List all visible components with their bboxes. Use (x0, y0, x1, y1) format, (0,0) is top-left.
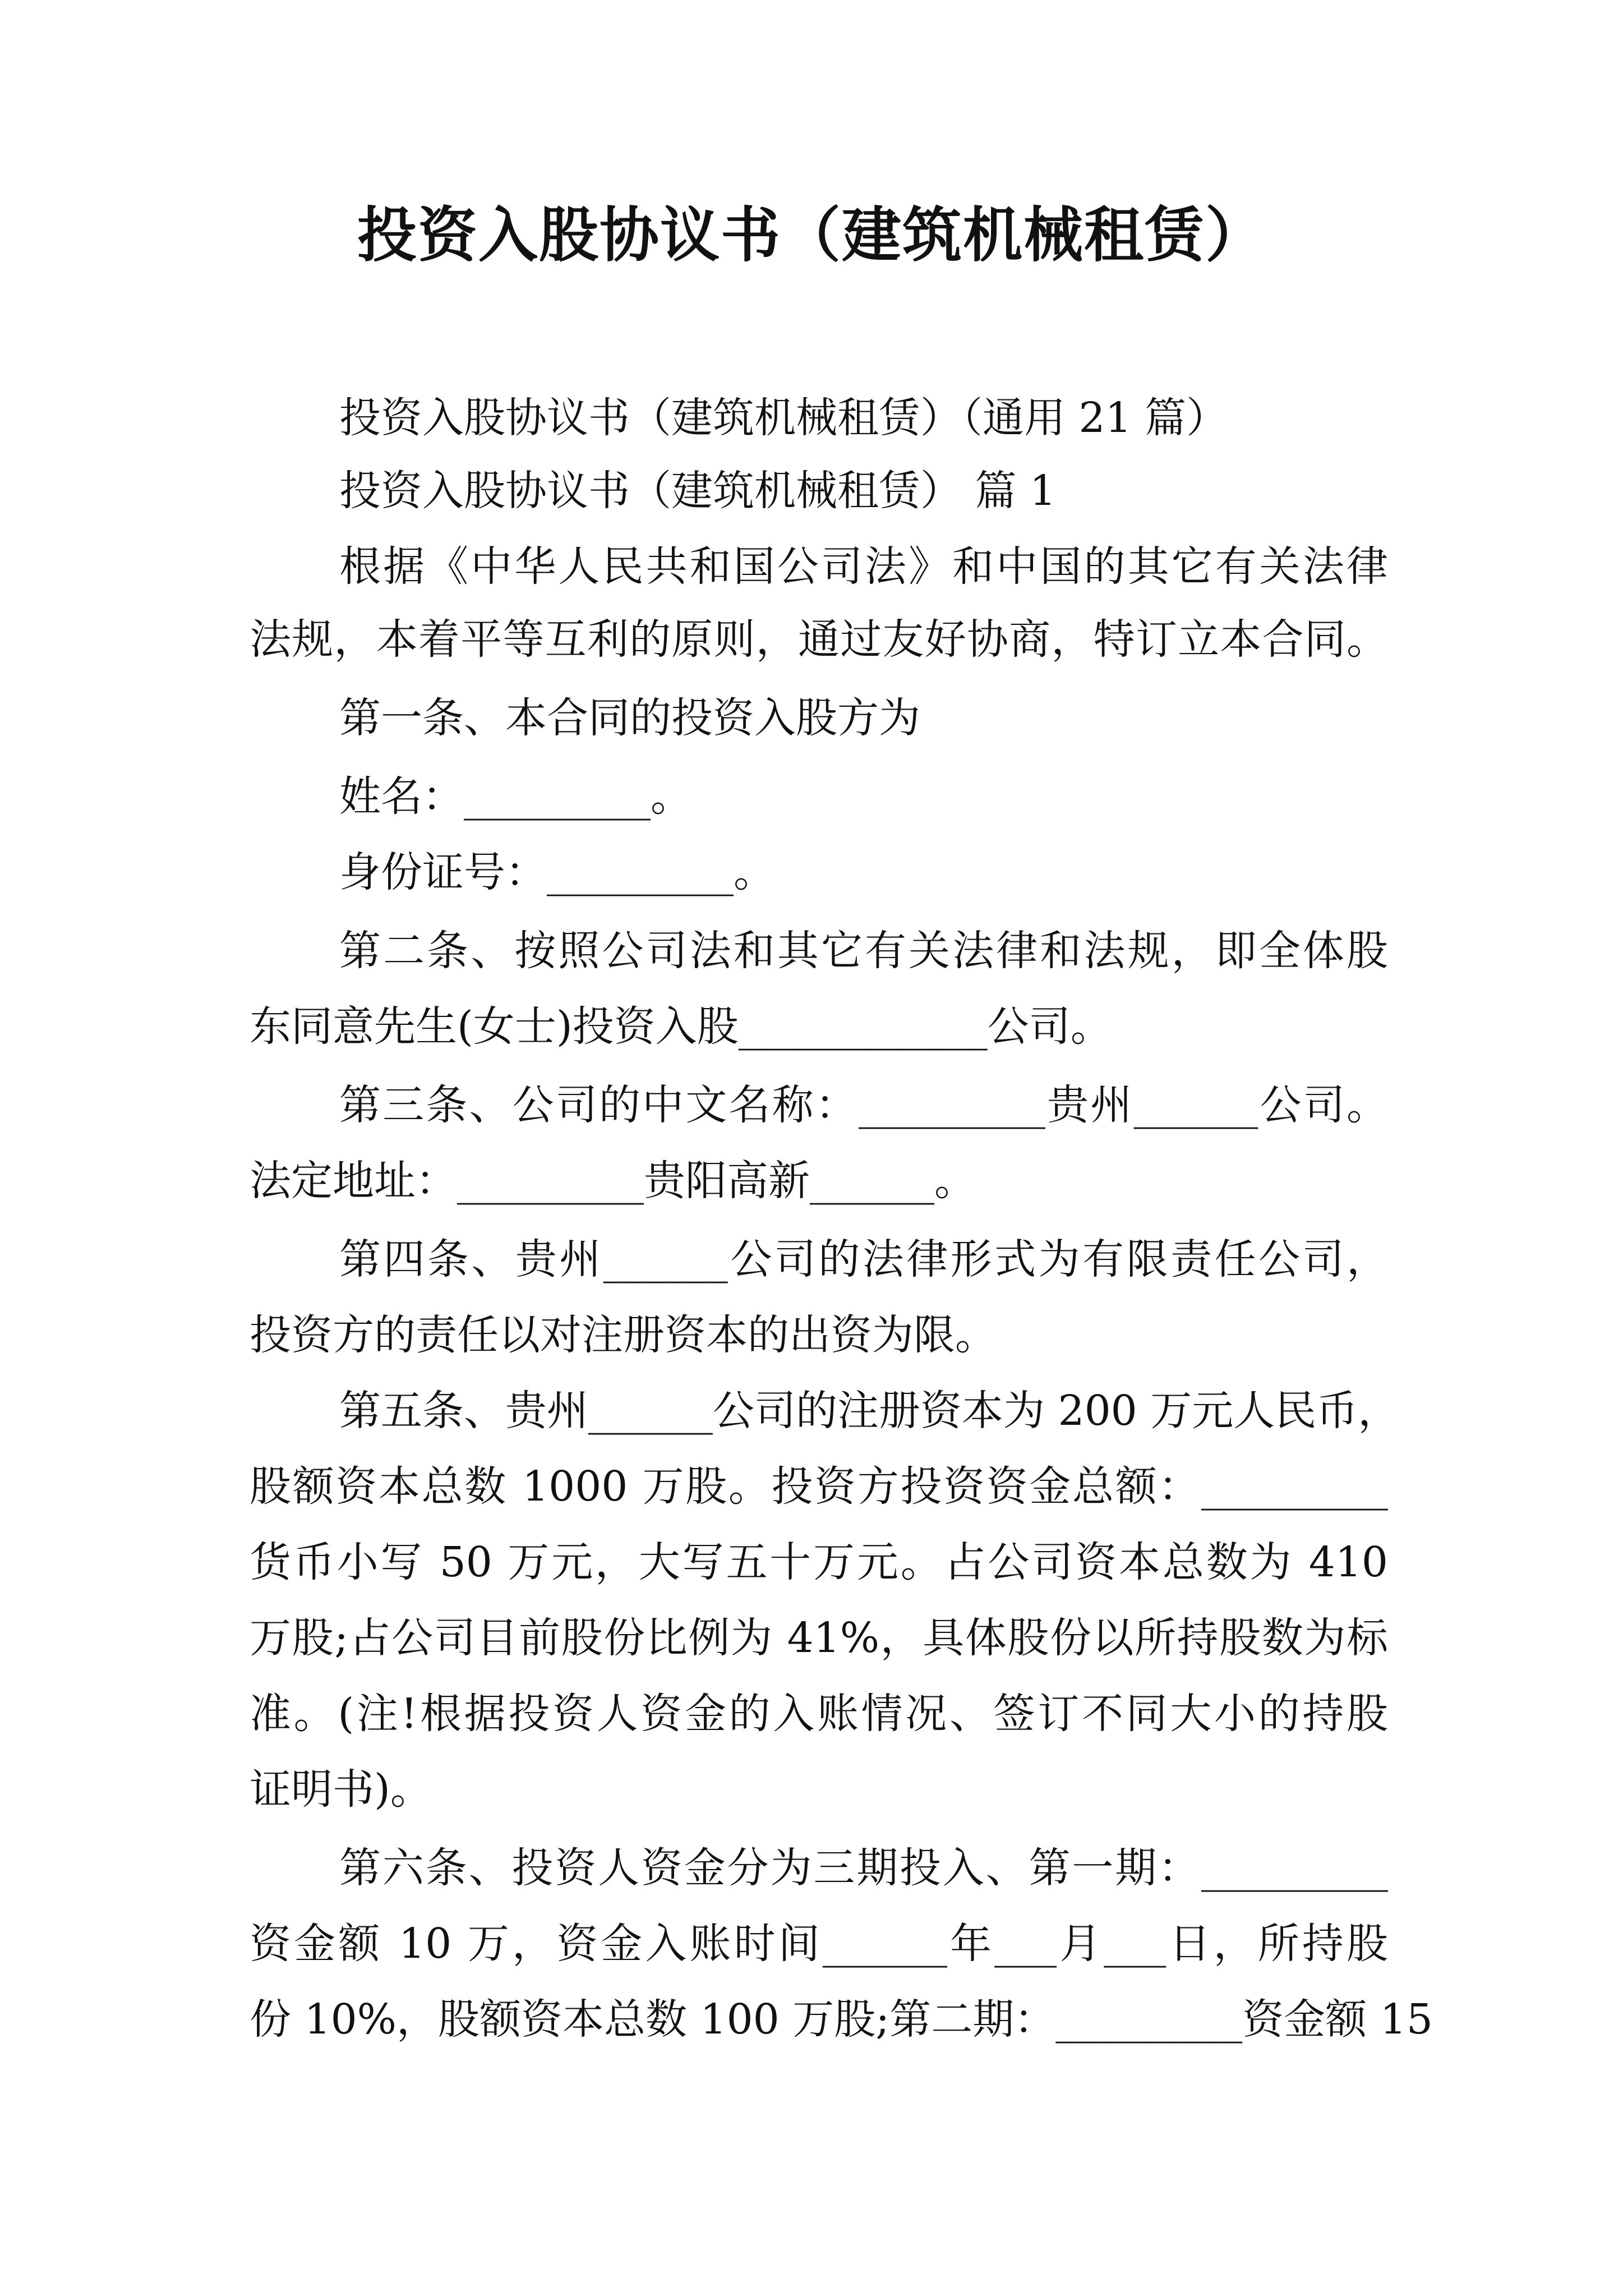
paragraph-line: 货币小写 50 万元，大写五十万元。占公司资本总数为 410 (250, 1538, 1388, 1586)
paragraph-line: 准。(注!根据投资人资金的入账情况、签订不同大小的持股 (250, 1690, 1388, 1738)
form-line-name: 姓名：_________。 (339, 772, 692, 821)
paragraph-line: 投资方的责任以对注册资本的出资为限。 (250, 1311, 997, 1359)
paragraph-line: 份 10%，股额资本总数 100 万股;第二期：_________资金额 15 (250, 1995, 1433, 2044)
paragraph-line: 第五条、贵州______公司的注册资本为 200 万元人民币， (339, 1387, 1400, 1435)
subtitle-line: 投资入股协议书（建筑机械租赁）（通用 21 篇） (339, 394, 1228, 442)
document-title: 投资入股协议书（建筑机械租赁） (357, 201, 1266, 270)
paragraph-line: 法定地址：_________贵阳高新______。 (250, 1157, 976, 1205)
paragraph-line: 第六条、投资人资金分为三期投入、第一期：_________ (339, 1844, 1388, 1892)
paragraph-line: 法规，本着平等互利的原则，通过友好协商，特订立本合同。 (250, 615, 1388, 664)
paragraph-line: 万股;占公司目前股份比例为 41%，具体股份以所持股数为标 (250, 1614, 1388, 1662)
section-heading: 投资入股协议书（建筑机械租赁） 篇 1 (339, 467, 1057, 515)
paragraph-line: 第二条、按照公司法和其它有关法律和法规，即全体股 (339, 927, 1388, 975)
paragraph-line: 第四条、贵州______公司的法律形式为有限责任公司， (339, 1235, 1388, 1283)
form-line-id-number: 身份证号：_________。 (339, 848, 775, 896)
paragraph-line: 股额资本总数 1000 万股。投资方投资资金总额：_________ (250, 1462, 1388, 1511)
paragraph-line: 证明书)。 (250, 1765, 432, 1814)
paragraph-line: 东同意先生(女士)投资入股____________公司。 (250, 1002, 1112, 1051)
clause-heading: 第一条、本合同的投资入股方为 (339, 694, 920, 742)
paragraph-line: 第三条、公司的中文名称：_________贵州______公司。 (339, 1081, 1388, 1129)
paragraph-line: 资金额 10 万，资金入账时间______年___月___日，所持股 (250, 1920, 1388, 1968)
paragraph-line: 根据《中华人民共和国公司法》和中国的其它有关法律 (339, 542, 1388, 591)
